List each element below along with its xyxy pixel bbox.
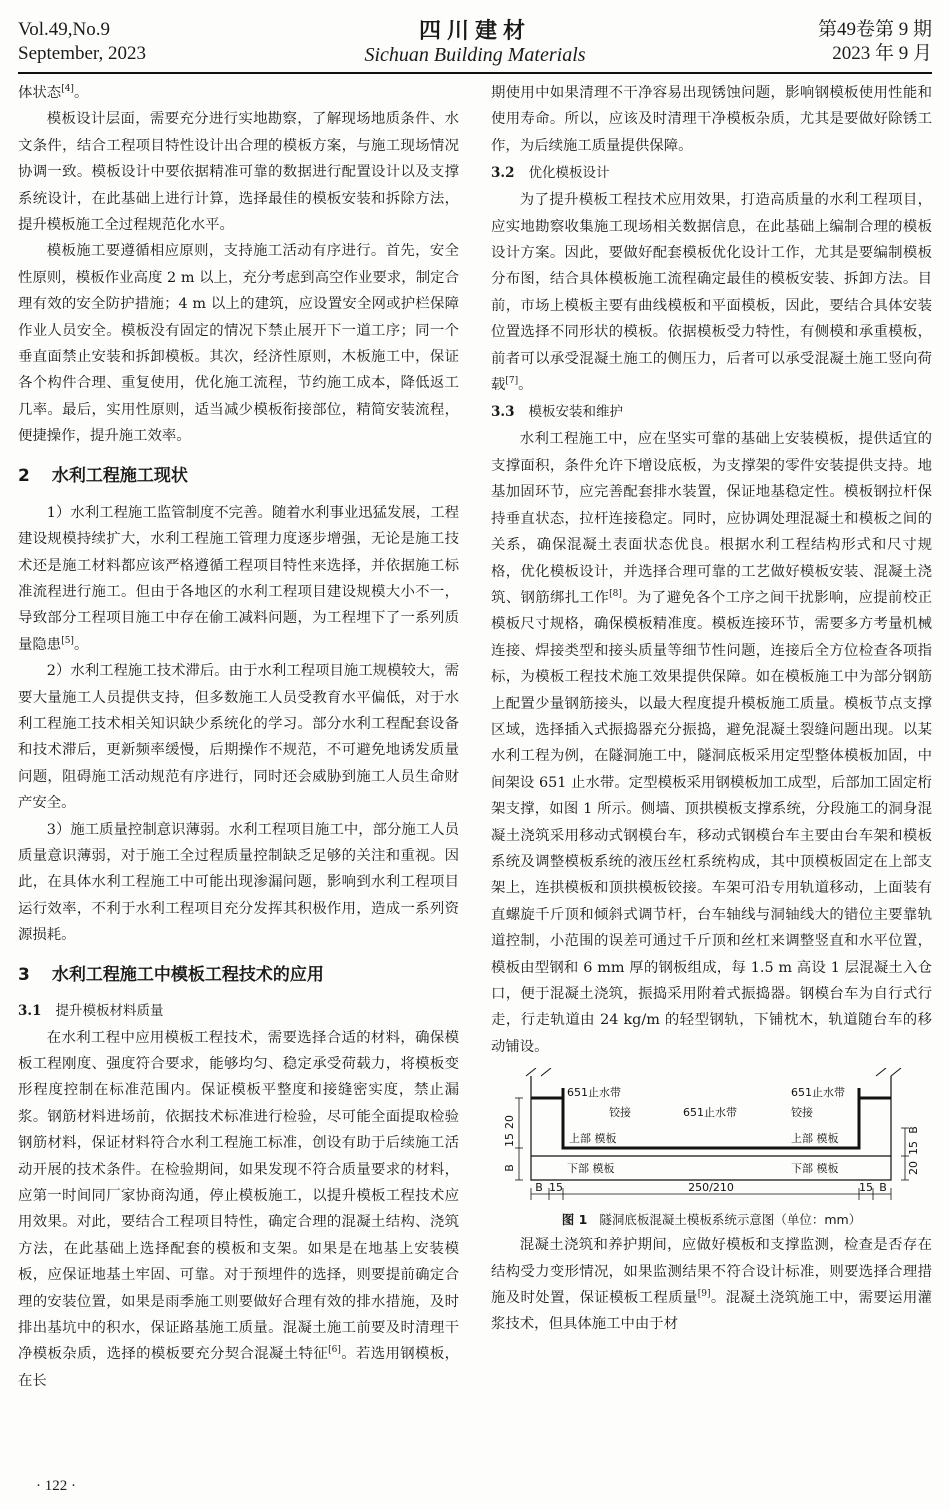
label-lower-left: 下部 模板 — [567, 1162, 615, 1176]
dim-20-right: 20 — [907, 1161, 920, 1176]
left-column — [18, 80, 459, 1394]
dim-20-left: 20 — [503, 1115, 516, 1130]
volume-issue: Vol.49,No.9 — [18, 19, 111, 40]
paragraph: 为了提升模板工程技术应用效果，打造高质量的水利工程项目，应实地勘察收集施工现场相关数据信息，在此基础上编制合理的模板设计方案。因此，要做好配套模板优化设计工作，尤其是要编制模板分布图，结合具体模板施工流程确定最佳的模板安装、拆卸方法。目前，市场上模板主要有曲线模板和平面模板，因此，要结合具体安装位置选择不同形状的模板。依据模板受力特性，有侧模和承重模板，前者可以承受混凝土施工的侧压力，后者可以承受混凝土施工竖向荷载[7]。 — [491, 192, 932, 394]
figure-1 — [491, 1068, 932, 1206]
formwork-diagram — [491, 1068, 932, 1206]
dim-bottom-b-right: B — [879, 1181, 887, 1195]
paragraph: 体状态[4]。 — [18, 84, 89, 101]
header-rule — [18, 72, 932, 74]
dim-15-left: 15 — [503, 1133, 516, 1148]
dim-b-right: B — [907, 1126, 920, 1134]
section-heading: 2 水利工程施工现状 — [18, 465, 188, 486]
paragraph: 水利工程施工中，应在坚实可靠的基础上安装模板，提供适宜的支撑面积，条件允许下增设底板，为支撑架的零件安装提供支持。地基加固环节，应完善配套排水装置，保证地基稳定性。模板钢拉杆保持垂直状态，拉杆连接稳定。同时，应协调处理混凝土和模板之间的关系，确保混凝土表面状态优良。根据水利工程结构形式和尺寸规格，优化模板设计，并选择合理可靠的工艺做好模板安装、混凝土浇筑、钢筋绑扎工作[8]。为了避免各个工序之间干扰影响，应提前校正模板尺寸规格，确保模板精准度。模板连接环节，需要多方考量机械连接、焊接类型和接头质量等细节性问题，连接后全方位检查各项指标，为模板工程技术施工效果提供保障。如在模板施工中为部分钢筋上配置少量钢筋接头，以最大程度提升模板施工质量。模板节点支撑区域，选择插入式振捣器充分振捣，避免混凝土裂缝问题出现。以某水利工程为例，在隧洞施工中，隧洞底板采用定型整体模板加固，中间架设 651 止水带。定型模板采用钢模板加工成型，后部加工固定桁架支撑，如图 1 所示。侧墙、顶拱模板支撑系统，分段施工的洞身混凝土浇筑采用移动式钢模台车，移动式钢模台车主要由台车架和模板系统及调整模板系统的液压丝杠系统构成，其中顶模板固定在上部支架上，连拱模板和顶拱模板铰接。车架可沿专用轨道移动，上面装有直螺旋千斤顶和倾斜式调节杆，台车轴线与洞轴线大的错位主要靠轨道控制，小范围的误差可通过千斤顶和丝杠来调整竖直和水平位置，模板由型钢和 6 mm 厚的钢板组成，每 1.5 m 高设 1 层混凝土入仓口，便于混凝土浇筑，振捣采用附着式振捣器。钢模台车为自行式行走，行走轨道由 24 kg/m 的轻型钢轨，下铺枕木，轨道随台车的移动铺设。 — [491, 431, 932, 1055]
paragraph: 期使用中如果清理不干净容易出现锈蚀问题，影响钢模板使用性能和使用寿命。所以，应该及时清理干净模板杂质，尤其是要做好除锈工作，为后续施工质量提供保障。 — [491, 85, 932, 154]
subsection-heading: 3.3 模板安装和维护 — [491, 404, 623, 421]
label-upper-right: 上部 模板 — [791, 1132, 839, 1146]
paragraph: 2）水利工程施工技术滞后。由于水利工程项目施工规模较大，需要大量施工人员提供支持，但多数施工人员受教育水平偏低，对于水利工程施工技术相关知识缺少系统化的学习。部分水利工程配套设备和技术滞后，更新频率缓慢，后期操作不规范，不可避免地诱发质量问题，阻碍施工活动规范有序进行，同时还会威胁到施工人员生命财产安全。 — [18, 663, 459, 812]
subsection-heading: 3.1 提升模板材料质量 — [18, 1002, 164, 1019]
citation: [7] — [505, 376, 519, 387]
label-651-left: 651止水带 — [567, 1086, 621, 1100]
ground-hatch — [526, 1068, 901, 1076]
dim-bottom-15-right: 15 — [859, 1181, 873, 1195]
citation: [4] — [61, 84, 74, 94]
label-651-center: 651止水带 — [683, 1106, 737, 1120]
dim-bottom-b-left: B — [535, 1181, 543, 1195]
citation: [8] — [609, 588, 622, 599]
paragraph: 模板施工要遵循相应原则，支持施工活动有序进行。首先，安全性原则，模板作业高度 2 m 以上，充分考虑到高空作业要求，制定合理有效的安全防护措施；4 m 以上的建筑，应设置安全网或护栏保障作业人员安全。模板没有固定的情况下禁止展开下一道工序；同一个垂直面禁止安装和拆卸模板。其次，经济性原则，木板施工中，保证各个构件合理、重复使用，优化施工流程，节约施工成本，降低返工几率。最后，实用性原则，适当减少模板衔接部位，精简安装流程，便捷操作，提升施工效率。 — [18, 243, 459, 445]
page-header — [18, 18, 932, 74]
label-upper-left: 上部 模板 — [569, 1132, 617, 1146]
issue-date-cn: 2023 年 9 月 — [832, 43, 932, 64]
label-hinge-right: 铰接 — [791, 1106, 813, 1120]
figure-caption: 图 1 隧洞底板混凝土模板系统示意图（单位：mm） — [561, 1212, 862, 1228]
right-column — [491, 80, 932, 1338]
header-right — [818, 18, 932, 66]
paragraph: 在水利工程中应用模板工程技术，需要选择合适的材料，确保模板工程刚度、强度符合要求，能够均匀、稳定承受荷载力，将模板变形程度控制在标准范围内。保证模板平整度和接缝密实度，禁止漏浆。钢筋材料进场前，依据技术标准进行检验，尽可能全面提取检验钢筋材料，保证材料符合水利工程施工标准，创设有助于后续施工活动开展的技术条件。在检验期间，如果发现不符合质量要求的材料，应第一时间同厂家协商沟通，停止模板施工，以提升模板工程技术应用效果。对此，要结合工程项目特性，确定合理的混凝土结构、浇筑方法，在此基础上选择配套的模板和支架。如果是在地基上安装模板，应保证地基土牢固、可靠。对于预埋件的选择，则要提前确定合理的安装位置，如果是雨季施工则要做好合理有效的排水措施，及时排出基坑中的积水，保证路基施工质量。混凝土施工前要及时清理干净模板杂质，选择的模板要充分契合混凝土特征[6]。若选用钢模板，在长 — [18, 1029, 459, 1389]
section-heading: 3 水利工程施工中模板工程技术的应用 — [18, 964, 324, 985]
label-lower-right: 下部 模板 — [791, 1162, 839, 1176]
volume-issue-cn: 第49卷第 9 期 — [817, 19, 932, 40]
header-center — [18, 18, 932, 66]
dim-b-left: B — [503, 1164, 516, 1172]
page-number: · 122 · — [36, 1478, 76, 1494]
subsection-heading: 3.2 优化模板设计 — [491, 165, 610, 182]
dim-bottom-center: 250/210 — [688, 1181, 734, 1195]
citation: [9] — [697, 1289, 711, 1300]
journal-logo: 四川建材 — [418, 18, 531, 44]
paragraph: 混凝土浇筑和养护期间，应做好模板和支撑监测，检查是否存在结构受力变形情况，如果监测结果不符合设计标准，则要选择合理措施及时处置，保证模板工程质量[9]。混凝土浇筑施工中，需要运用灌浆技术，但具体施工中由于材 — [491, 1237, 932, 1333]
journal-name-en: Sichuan Building Materials — [364, 44, 586, 66]
dim-bottom-15-left: 15 — [549, 1181, 563, 1195]
issue-date: September, 2023 — [18, 43, 146, 64]
paragraph: 3）施工质量控制意识薄弱。水利工程项目施工中，部分施工人员质量意识薄弱，对于施工全过程质量控制缺乏足够的关注和重视。因此，在具体水利工程施工中可能出现渗漏问题，影响到水利工程项目运行效率，不利于水利工程项目充分发挥其积极作用，造成一系列资源损耗。 — [18, 821, 459, 944]
citation: [6] — [328, 1345, 341, 1356]
label-651-right: 651止水带 — [791, 1086, 845, 1100]
label-hinge-left: 铰接 — [609, 1106, 631, 1120]
paragraph: 模板设计层面，需要充分进行实地勘察，了解现场地质条件、水文条件，结合工程项目特性设计出合理的模板方案，与施工现场情况协调一致。模板设计中要依据精准可靠的数据进行配置设计以及支撑系统设计，在此基础上进行计算，选择最佳的模板安装和拆除方法，提升模板施工全过程规范化水平。 — [18, 111, 459, 234]
paragraph: 1）水利工程施工监管制度不完善。随着水利事业迅猛发展，工程建设规模持续扩大，水利工程施工管理力度逐步增强，无论是施工技术还是施工材料都应该严格遵循工程项目特性来选择，并依据施工标准流程进行施工。但由于各地区的水利工程项目建设规模大小不一，导致部分工程项目施工中存在偷工减料问题，为工程埋下了一系列质量隐患[5]。 — [18, 504, 459, 653]
dim-15-right: 15 — [907, 1141, 920, 1156]
citation: [5] — [61, 635, 74, 646]
